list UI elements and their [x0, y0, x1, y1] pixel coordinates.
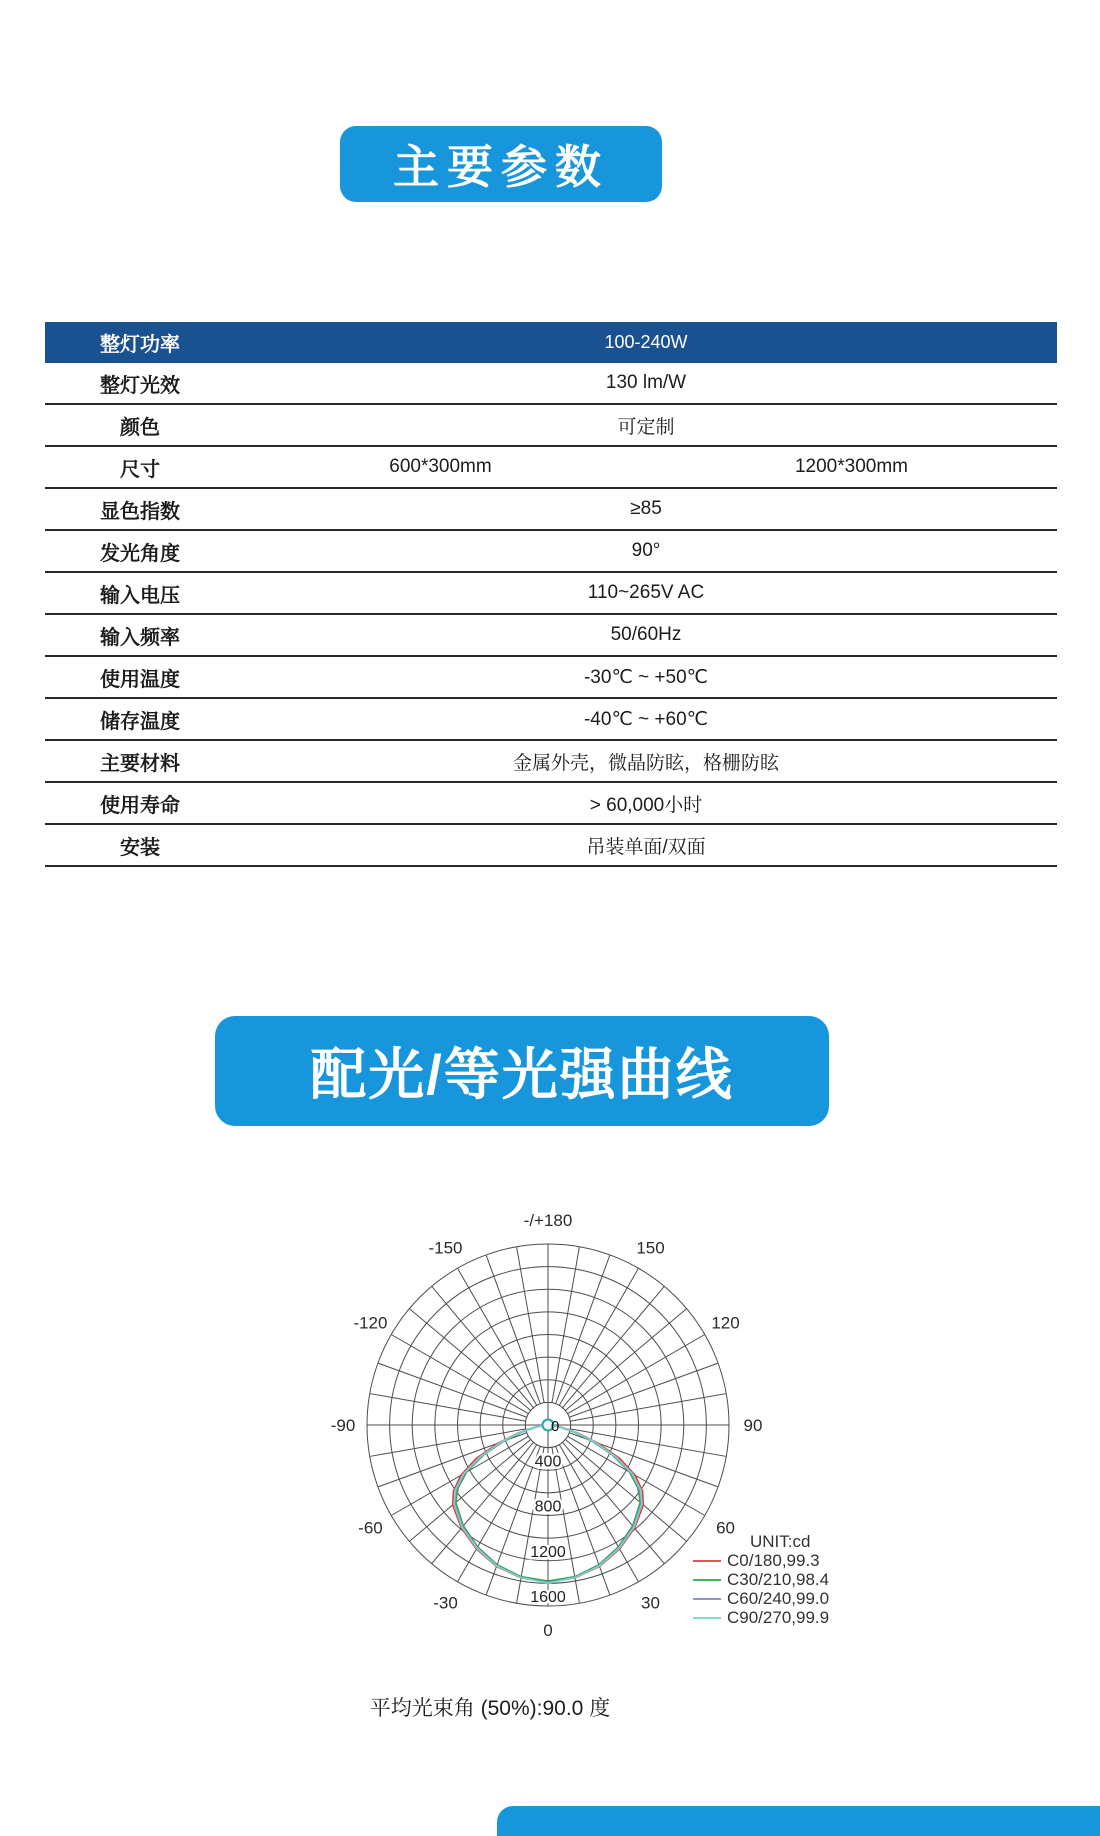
spec-label: 使用温度 [100, 668, 180, 691]
grid-spoke [378, 1363, 527, 1417]
spec-table [45, 322, 1057, 867]
spec-label: 尺寸 [120, 458, 160, 481]
beam-angle-caption: 平均光束角 (50%):90.0 度 [369, 1697, 611, 1720]
section-title-main-parameters [340, 126, 662, 202]
grid-spoke [432, 1442, 534, 1563]
spec-value: > 60,000小时 [589, 794, 703, 816]
grid-spoke [409, 1309, 530, 1411]
spec-value [235, 456, 1057, 478]
table-row [45, 657, 1057, 699]
spec-value: 可定制 [617, 416, 675, 438]
grid-spoke [517, 1247, 545, 1403]
grid-spoke [559, 1268, 638, 1405]
legend-item-label: C0/180,99.3 [727, 1551, 820, 1570]
grid-spoke [570, 1394, 726, 1422]
angle-tick-label: 150 [636, 1238, 665, 1258]
spec-value-part: 600*300mm [389, 456, 492, 477]
radial-tick-label: 1600 [530, 1589, 566, 1606]
radial-tick-label: 1200 [530, 1543, 566, 1561]
angle-tick-label: -120 [353, 1313, 388, 1333]
table-row [45, 405, 1057, 447]
angle-tick-label: 90 [743, 1416, 763, 1435]
grid-spoke [552, 1247, 580, 1403]
grid-spoke [370, 1394, 526, 1422]
table-row [45, 447, 1057, 489]
spec-value: -30℃ ~ +50℃ [583, 666, 709, 688]
table-row [45, 783, 1057, 825]
grid-spoke [391, 1335, 528, 1414]
spec-label: 显色指数 [100, 500, 180, 523]
spec-value: 吊装单面/双面 [586, 836, 706, 858]
legend-unit-label: UNIT:cd [750, 1532, 811, 1551]
light-distribution-polar-chart [280, 1200, 880, 1660]
spec-label: 输入频率 [100, 626, 180, 649]
center-marker-label: 0 [551, 1418, 560, 1435]
spec-value-part: 1200*300mm [794, 456, 909, 477]
table-row [45, 489, 1057, 531]
spec-label: 主要材料 [100, 752, 180, 775]
angle-tick-label: -150 [428, 1238, 463, 1258]
grid-spoke [563, 1442, 665, 1563]
spec-value: 金属外壳，微晶防眩，格栅防眩 [512, 752, 779, 774]
legend-item-label: C60/240,99.0 [727, 1589, 830, 1608]
table-row [45, 322, 1057, 363]
radial-tick-label: 400 [534, 1453, 562, 1471]
angle-tick-label: 0 [543, 1621, 553, 1640]
angle-tick-label: 60 [716, 1518, 735, 1538]
spec-value: 110~265V AC [587, 582, 705, 603]
spec-label: 安装 [120, 836, 160, 859]
angle-tick-label: -30 [433, 1593, 458, 1613]
polar-chart-svg [280, 1200, 880, 1660]
legend-item-label: C90/270,99.9 [727, 1608, 830, 1627]
spec-value: 100-240W [604, 332, 688, 352]
angle-tick-label: 120 [711, 1313, 740, 1333]
grid-spoke [432, 1286, 534, 1407]
grid-spoke [569, 1363, 718, 1417]
section-title-text: 配光/等光强曲线 [310, 1043, 734, 1106]
grid-spoke [409, 1440, 530, 1542]
spec-value: 130 lm/W [605, 372, 687, 393]
radial-tick-label: 800 [534, 1498, 562, 1516]
spec-label: 颜色 [120, 416, 160, 439]
spec-label: 整灯光效 [100, 374, 180, 397]
table-row [45, 531, 1057, 573]
next-section-badge-clipped [497, 1806, 1100, 1836]
grid-spoke [556, 1255, 610, 1404]
table-row [45, 741, 1057, 783]
grid-spoke [565, 1440, 686, 1542]
angle-tick-label: -60 [358, 1518, 383, 1538]
section-title-light-distribution [215, 1016, 829, 1126]
spec-label: 发光角度 [100, 542, 180, 565]
angle-tick-label: 30 [641, 1593, 660, 1613]
spec-label: 输入电压 [100, 584, 180, 607]
spec-label: 使用寿命 [100, 794, 180, 817]
section-title-text: 主要参数 [393, 141, 609, 193]
spec-value: ≥85 [630, 498, 662, 519]
legend-item-label: C30/210,98.4 [727, 1570, 830, 1589]
grid-spoke [458, 1268, 537, 1405]
table-row [45, 573, 1057, 615]
spec-value: 50/60Hz [610, 624, 682, 645]
spec-label: 整灯功率 [100, 334, 180, 356]
spec-value: 90° [631, 540, 661, 561]
spec-label: 储存温度 [100, 710, 180, 733]
table-row [45, 825, 1057, 867]
grid-spoke [486, 1255, 540, 1404]
table-row [45, 615, 1057, 657]
grid-spoke [563, 1286, 665, 1407]
table-row [45, 363, 1057, 405]
table-row [45, 699, 1057, 741]
grid-spoke [568, 1335, 705, 1414]
grid-spoke [565, 1309, 686, 1411]
angle-tick-label: -90 [330, 1416, 356, 1435]
angle-tick-label: -/+180 [523, 1211, 573, 1230]
spec-value: -40℃ ~ +60℃ [583, 708, 709, 730]
